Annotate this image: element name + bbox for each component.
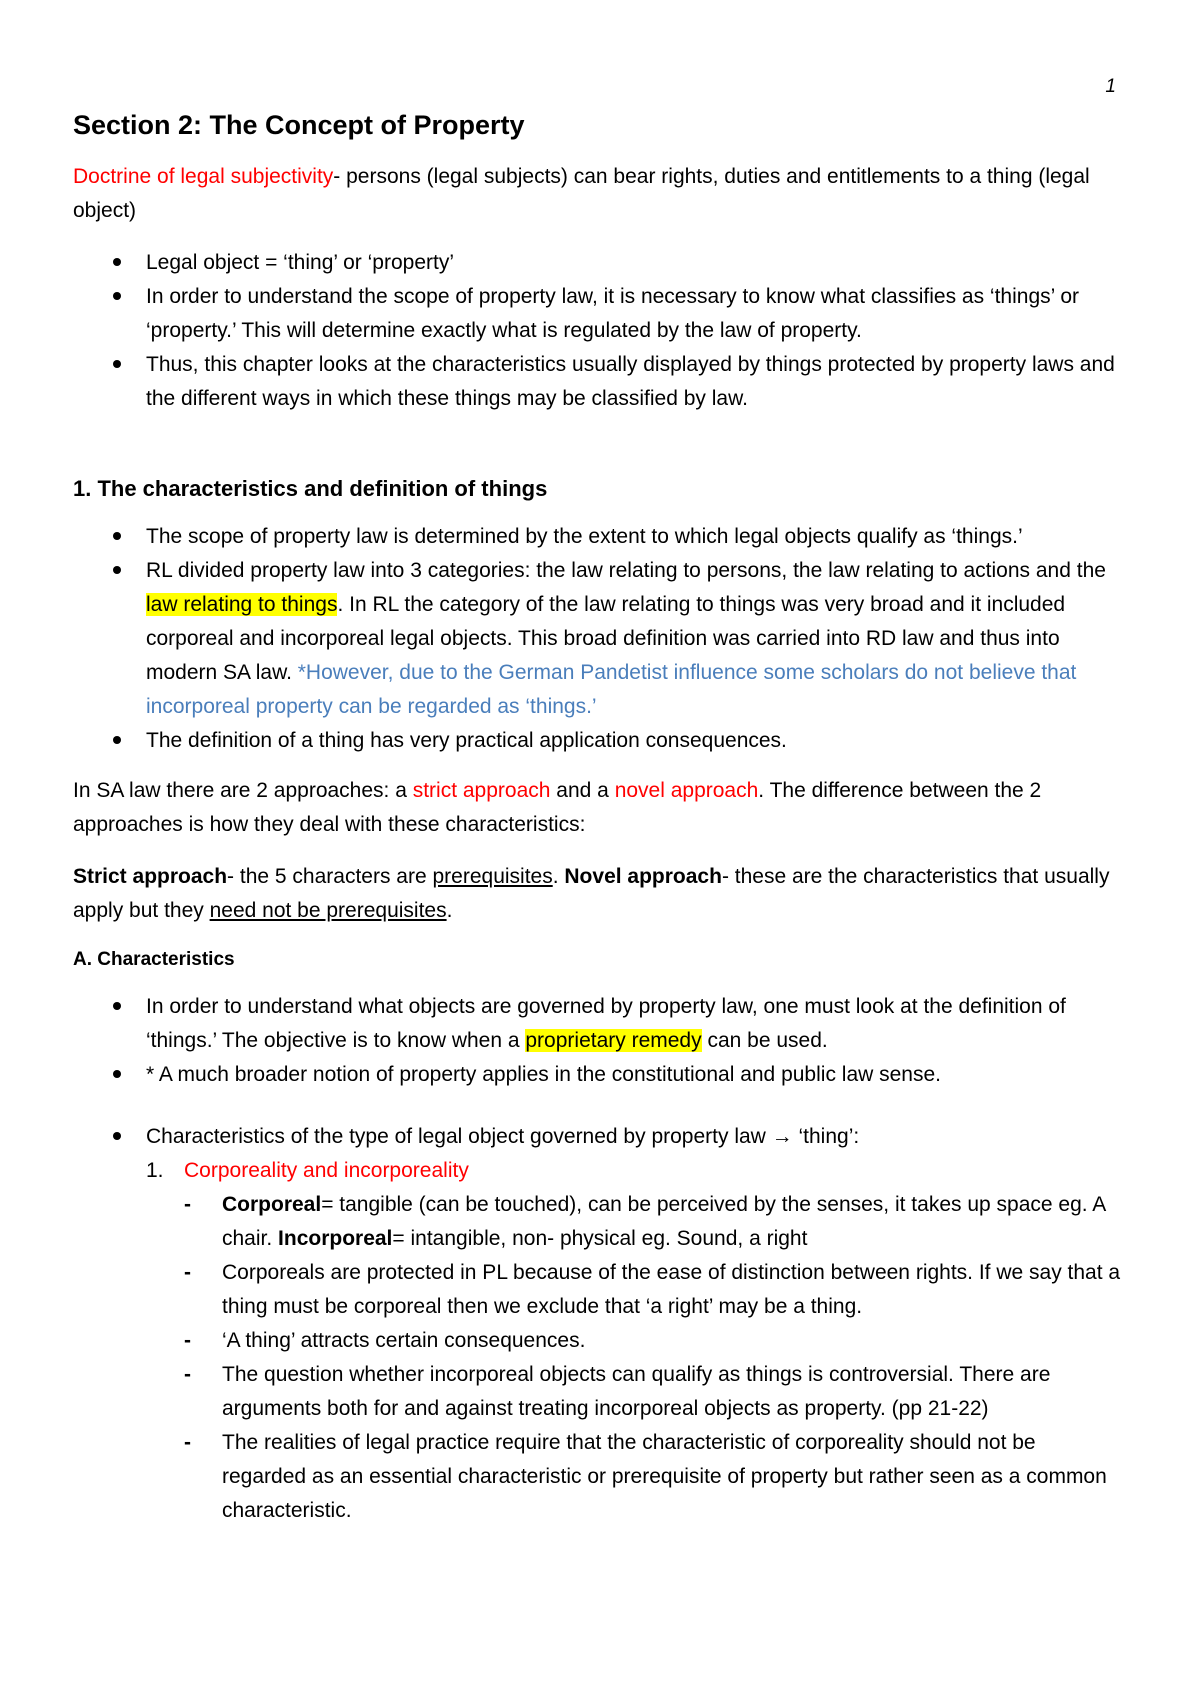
strict-approach-label: Strict approach	[73, 865, 228, 888]
bullet-text: Characteristics of the type of legal object governed by property law	[146, 1125, 772, 1148]
section1-bullet-list	[73, 520, 1123, 758]
list-item: Thus, this chapter looks at the characteristics usually displayed by things protected by property laws and the different ways in which these things may be classified by law.	[73, 348, 1123, 416]
underlined-text: need not be prerequisites	[209, 899, 447, 922]
document-content	[73, 108, 1123, 1528]
characteristics-type-list	[73, 1120, 1123, 1154]
intro-bullet-list	[73, 246, 1123, 416]
subsection-heading: A. Characteristics	[73, 949, 235, 970]
highlighted-text: law relating to things	[146, 593, 338, 616]
doctrine-text: - persons (legal subjects) can bear rights, duties and entitlements to a thing (legal object)	[73, 165, 1090, 222]
bullet-text: In order to understand what objects are governed by property law, one must look at the definition of ‘things.’ The objective is to know when a	[146, 995, 1066, 1052]
page-number: 1	[1105, 76, 1116, 97]
bullet-text: . In RL the category of the law relating to things was very broad and it included corporeal and incorporeal legal objects. This broad definition was carried into RD law and thus into modern SA law.	[146, 593, 1066, 684]
novel-approach-label: Novel approach	[564, 865, 722, 888]
list-item: - The realities of legal practice require that the characteristic of corporeality should not be regarded as an essential characteristic or prerequisite of property but rather seen as a common characteristic.	[184, 1426, 1123, 1528]
list-item	[146, 1154, 1123, 1188]
paragraph-text: In SA law there are 2 approaches: a	[73, 779, 413, 802]
term-incorporeal: Incorporeal	[278, 1227, 393, 1250]
novel-approach-term: novel approach	[614, 779, 759, 802]
numbered-item-label: Corporeality and incorporeality	[184, 1159, 469, 1182]
list-item: - Corporeals are protected in PL because of the ease of distinction between rights. If we say that a thing must be corporeal then we exclude that ‘a right’ may be a thing.	[184, 1256, 1123, 1324]
bullet-text: ‘thing’:	[792, 1125, 860, 1148]
list-item: Legal object = ‘thing’ or ‘property’	[73, 246, 1123, 280]
paragraph-text: .	[552, 865, 565, 888]
list-item: - The question whether incorporeal objects can qualify as things is controversial. There are arguments both for and against treating incorporeal objects as property. (pp 21-22)	[184, 1358, 1123, 1426]
dash-list	[111, 1188, 1123, 1528]
term-corporeal: Corporeal	[222, 1193, 322, 1216]
section-heading: 1. The characteristics and definition of things	[73, 476, 548, 501]
doctrine-term: Doctrine of legal subjectivity	[73, 165, 334, 188]
underlined-text: prerequisites	[432, 865, 553, 888]
bullet-text: RL divided property law into 3 categories: the law relating to persons, the law relating to actions and the	[146, 559, 1106, 582]
page-title: Section 2: The Concept of Property	[73, 110, 525, 140]
characteristics-bullet-list	[73, 990, 1123, 1092]
paragraph-text: - the 5 characters are	[227, 865, 433, 888]
list-item	[184, 1188, 1123, 1256]
approach-definitions-paragraph	[73, 860, 1123, 928]
arrow-right-icon: →	[771, 1125, 793, 1148]
paragraph-text: and a	[550, 779, 615, 802]
list-item	[73, 990, 1123, 1058]
list-item	[73, 1120, 1123, 1154]
approaches-paragraph	[73, 774, 1123, 842]
paragraph-text: . The difference between the 2 approaches is how they deal with these characteristics:	[73, 779, 1042, 836]
strict-approach-term: strict approach	[412, 779, 551, 802]
list-number: 1.	[146, 1159, 164, 1182]
list-item: - ‘A thing’ attracts certain consequences.	[184, 1324, 1123, 1358]
doctrine-paragraph	[73, 160, 1123, 228]
list-item: The definition of a thing has very practical application consequences.	[73, 724, 1123, 758]
paragraph-text: .	[446, 899, 453, 922]
highlighted-text: proprietary remedy	[525, 1029, 702, 1052]
dash-text: = tangible (can be touched), can be perceived by the senses, it takes up space eg. A chair.	[222, 1193, 1106, 1250]
list-item: In order to understand the scope of property law, it is necessary to know what classifies as ‘things’ or ‘property.’ This will determine exactly what is regulated by the law of property.	[73, 280, 1123, 348]
bullet-text: can be used.	[701, 1029, 828, 1052]
dash-text: = intangible, non- physical eg. Sound, a right	[392, 1227, 808, 1250]
list-item: * A much broader notion of property applies in the constitutional and public law sense.	[73, 1058, 1123, 1092]
numbered-list	[73, 1154, 1123, 1188]
list-item	[73, 554, 1123, 724]
note-text: *However, due to the German Pandetist influence some scholars do not believe that incorporeal property can be regarded as ‘things.’	[146, 661, 1077, 718]
paragraph-text: - these are the characteristics that usually apply but they	[73, 865, 1110, 922]
list-item: The scope of property law is determined by the extent to which legal objects qualify as ‘things.’	[73, 520, 1123, 554]
